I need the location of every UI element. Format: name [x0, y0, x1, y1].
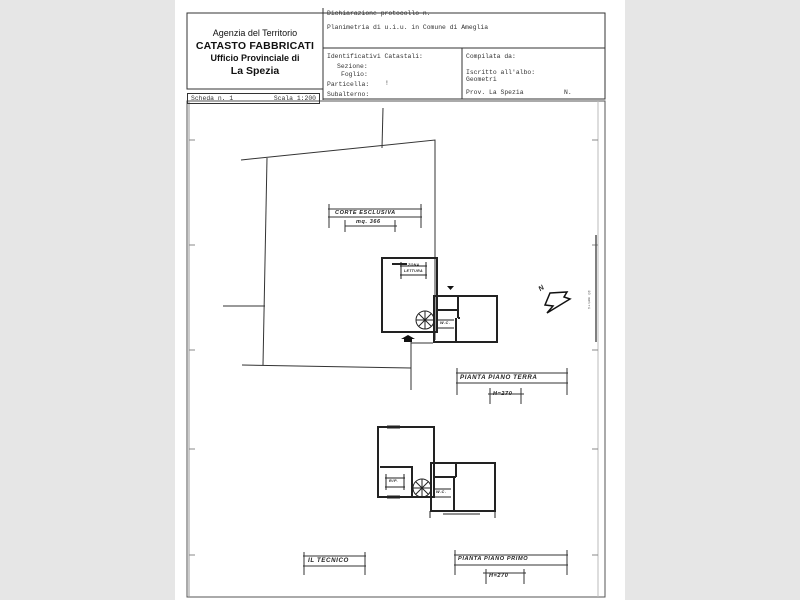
province-label: Prov. La Spezia — [466, 89, 524, 96]
first-floor-height: H=270 — [489, 573, 509, 579]
entrance-arrow-small-icon — [447, 286, 454, 290]
agency-header — [187, 12, 323, 88]
registry-title: CATASTO FABBRICATI — [195, 40, 315, 52]
profession-value: Geometri — [466, 76, 497, 83]
side-scale-label: 10 metri — [586, 290, 590, 310]
wc-first-label: W.C. — [436, 490, 447, 494]
particella-label: Particella: — [327, 81, 370, 88]
wc-ground-label: W.C. — [440, 321, 451, 325]
agency-name: Agenzia del Territorio — [212, 28, 298, 38]
north-arrow-icon — [545, 292, 570, 313]
office-label: Ufficio Provinciale di — [210, 53, 300, 63]
floor-plan-drawing — [175, 0, 625, 600]
storage-label: RIP. — [389, 479, 399, 483]
reading-area-label-2: LETTURA — [404, 269, 423, 273]
sezione-label: Sezione: — [337, 63, 368, 70]
ground-floor-title: PIANTA PIANO TERRA — [460, 374, 538, 381]
yard-area: mq. 366 — [356, 219, 381, 225]
plan-description: Planimetria di u.i.u. in Comune di Ameglia — [327, 24, 489, 31]
technician-label: IL TECNICO — [308, 557, 349, 564]
subalterno-label: Subalterno: — [327, 91, 370, 98]
compiled-by-label: Compilata da: — [466, 53, 516, 60]
drawing-frame — [187, 101, 605, 597]
sheet-info-box — [187, 93, 320, 104]
office-city: La Spezia — [230, 65, 280, 77]
cadastral-document-page — [175, 0, 625, 600]
sheet-number: Scheda n. 1 — [191, 95, 234, 102]
yard-label: CORTE ESCLUSIVA — [335, 210, 396, 216]
ground-floor-height: H=270 — [493, 391, 513, 397]
north-label: N — [537, 284, 547, 293]
registered-label: Iscritto all'albo: — [466, 69, 536, 76]
identifiers-title: Identificativi Catastali: — [327, 53, 423, 60]
particella-value: ! — [385, 80, 389, 87]
lot-boundary — [241, 140, 435, 340]
reading-area-label-1: ZONA — [408, 263, 420, 267]
ground-floor-plan — [382, 258, 497, 342]
number-label: N. — [564, 89, 572, 96]
foglio-label: Foglio: — [341, 71, 368, 78]
protocol-label: Dichiarazione protocollo n. — [327, 10, 431, 17]
entrance-arrow-icon — [401, 335, 415, 342]
sheet-scale: Scala 1:200 — [273, 95, 316, 102]
first-floor-title: PIANTA PIANO PRIMO — [458, 556, 529, 562]
